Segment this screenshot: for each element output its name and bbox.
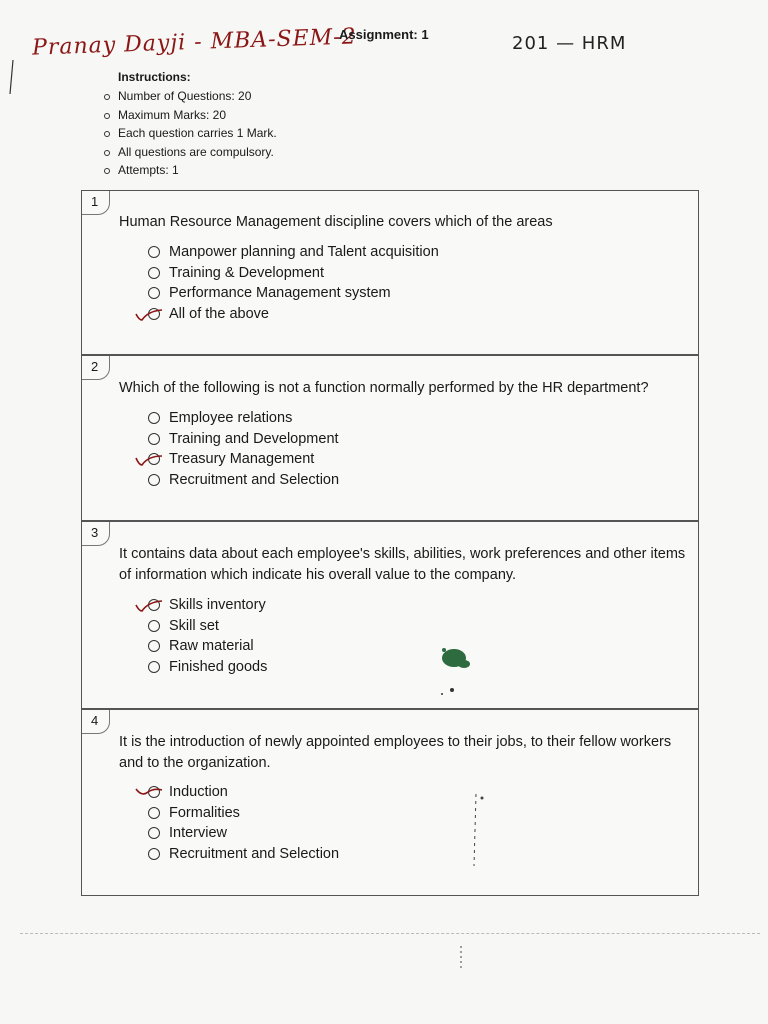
option-label: Interview	[169, 825, 228, 842]
option-label: Finished goods	[169, 659, 268, 676]
instructions-block	[104, 70, 277, 180]
option-label: Formalities	[169, 804, 240, 821]
option-item[interactable]	[148, 636, 267, 657]
radio-icon[interactable]	[148, 640, 160, 652]
instruction-item: Maximum Marks: 20	[104, 106, 277, 125]
radio-icon[interactable]	[148, 474, 160, 486]
question-number: 2	[82, 356, 110, 380]
option-item-marked[interactable]	[148, 595, 267, 616]
radio-icon[interactable]	[148, 246, 160, 258]
instruction-item: Number of Questions: 20	[104, 87, 277, 106]
option-label: Employee relations	[169, 410, 293, 426]
question-number: 4	[82, 710, 110, 734]
ink-smudge	[468, 790, 490, 870]
option-item[interactable]	[148, 263, 439, 284]
radio-icon[interactable]	[148, 827, 160, 839]
course-code-handwriting: 201 — HRM	[512, 33, 627, 54]
option-label: Skills inventory	[169, 597, 266, 613]
option-item[interactable]	[148, 242, 439, 263]
scan-edge-line	[20, 933, 760, 934]
option-item[interactable]	[148, 616, 267, 637]
question-text: It is the introduction of newly appointed employees to their jobs, to their fellow workers and to the organization.	[119, 734, 672, 771]
radio-icon[interactable]	[148, 848, 160, 860]
options-list	[148, 782, 339, 865]
radio-icon[interactable]	[148, 620, 160, 632]
option-item[interactable]	[148, 408, 339, 429]
instruction-item: Attempts: 1	[104, 161, 277, 180]
option-label: Manpower planning and Talent acquisition	[169, 244, 439, 260]
option-item[interactable]	[148, 803, 339, 824]
options-list	[148, 595, 267, 678]
radio-icon[interactable]	[148, 661, 160, 673]
option-item[interactable]	[148, 429, 339, 450]
ink-smudge	[434, 642, 484, 704]
question-card-1	[81, 190, 699, 355]
question-card-2	[81, 355, 699, 521]
ink-smudge	[456, 944, 466, 970]
radio-icon[interactable]	[148, 267, 160, 279]
option-label: Skill set	[169, 617, 219, 634]
option-label: Training & Development	[169, 264, 325, 281]
student-name-handwriting: Pranay Dayji - MBA-SEM-2	[31, 24, 358, 61]
option-label: All of the above	[169, 306, 269, 323]
question-text: Which of the following is not a function normally performed by the HR department?	[119, 380, 649, 396]
radio-icon[interactable]	[148, 433, 160, 445]
radio-icon[interactable]	[148, 412, 160, 424]
question-text: Human Resource Management discipline covers which of the areas	[119, 214, 553, 230]
option-label: Induction	[169, 784, 228, 800]
option-label: Recruitment and Selection	[169, 472, 340, 489]
option-label: Treasury Management	[169, 451, 315, 468]
question-number: 1	[82, 191, 110, 215]
radio-icon[interactable]	[148, 287, 160, 299]
option-item[interactable]	[148, 657, 267, 678]
option-item[interactable]	[148, 844, 339, 865]
option-item[interactable]	[148, 470, 339, 491]
option-label: Raw material	[169, 638, 254, 655]
options-list	[148, 408, 339, 491]
option-label: Recruitment and Selection	[169, 846, 340, 863]
option-item-marked[interactable]	[148, 782, 339, 803]
option-item-marked[interactable]	[148, 449, 339, 470]
checkmark-icon	[134, 450, 164, 468]
option-item[interactable]	[148, 283, 439, 304]
instructions-list	[104, 87, 277, 180]
option-item-marked[interactable]	[148, 304, 439, 325]
checkmark-icon	[134, 305, 164, 323]
checkmark-icon	[134, 596, 164, 614]
question-card-3	[81, 521, 699, 709]
question-text: It contains data about each employee's skills, abilities, work preferences and other items of information which indicate his overall value to the company.	[119, 546, 686, 583]
options-list	[148, 242, 439, 325]
pen-stroke-mark	[6, 58, 18, 98]
instructions-heading: Instructions:	[118, 70, 191, 84]
instruction-item: Each question carries 1 Mark.	[104, 124, 277, 143]
option-item[interactable]	[148, 823, 339, 844]
question-card-4	[81, 709, 699, 896]
assignment-title: Assignment: 1	[339, 27, 429, 42]
radio-icon[interactable]	[148, 807, 160, 819]
question-number: 3	[82, 522, 110, 546]
checkmark-icon	[134, 783, 164, 801]
option-label: Training and Development	[169, 430, 339, 447]
instruction-item: All questions are compulsory.	[104, 143, 277, 162]
option-label: Performance Management system	[169, 285, 391, 302]
